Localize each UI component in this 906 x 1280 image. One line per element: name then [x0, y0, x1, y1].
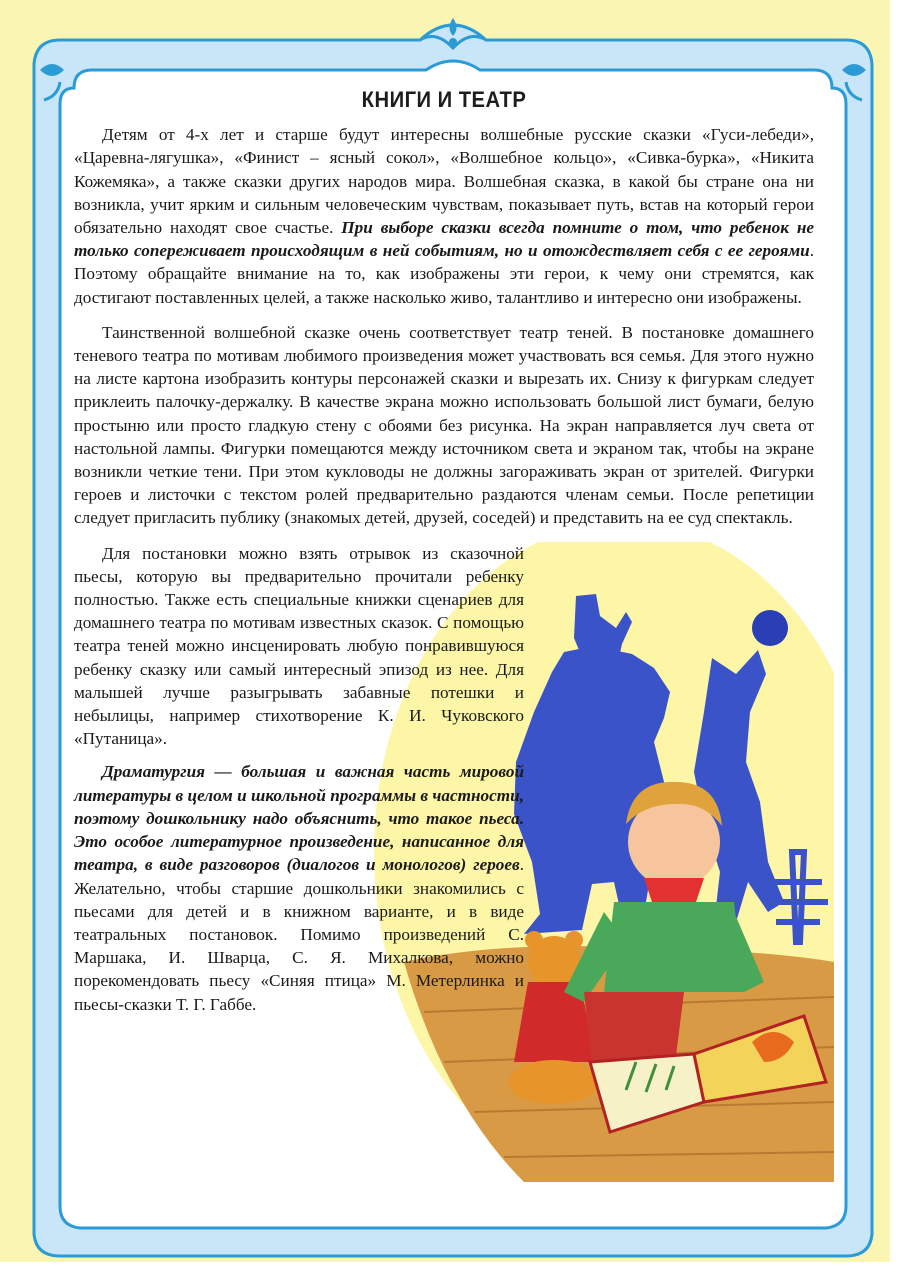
paragraph-dramaturgy [74, 760, 524, 1015]
left-text-column [74, 542, 524, 1026]
paragraph-fairy-tales-text: Детям от 4-х лет и старше будут интересны волшебные русские сказки «Гуси-лебеди», «Царевна-лягушка», «Финист – ясный сокол», «Волшебное кольцо», «Сивка-бурка», «Никита Кожемяка», а также сказки других народов мира. Волшебная сказка, в какой бы стране она ни возникла, учит ярким и сильным человеческим чувствам, показывает путь, встав на который герои обязательно находят свое счастье. [74, 125, 814, 238]
lower-section [74, 542, 814, 1182]
paragraph-fairy-tales [74, 123, 814, 309]
paragraph-fairy-tales-text-end: . Поэтому обращайте внимание на то, как изображены эти герои, к чему они стремятся, как достигают поставленных целей, а также насколько живо, талантливо и интересно они изображены. [74, 241, 814, 307]
paragraph-dramaturgy-text: . Желательно, чтобы старшие дошкольники знакомились с пьесами для детей и в книжном варианте, и в виде театральных постановок. Помимо произведений С. Маршака, И. Шварца, С. Я. Михалкова, можно порекомендовать пьесу «Синяя птица» М. Метерлинка и пьесы-сказки Т. Г. Габбе. [74, 855, 524, 1014]
article [74, 82, 814, 1202]
page-title: КНИГИ И ТЕАТР [361, 87, 527, 112]
paragraph-shadow-theatre: Таинственной волшебной сказке очень соответствует театр теней. В постановке домашнего теневого театра по мотивам любимого произведения может участвовать вся семья. Для этого нужно на листе картона изобразить контуры персонажей сказки и вырезать их. Снизу к фигуркам следует приклеить палочку-держалку. В качестве экрана можно использовать большой лист бумаги, белую простыню или просто гладкую стену с обоями без рисунка. На экран направляется луч света от настольной лампы. Фигурки помещаются между источником света и экраном так, чтобы на экране возникли четкие тени. При этом кукловоды не должны загораживать экран от зрителей. Фигурки героев и листочки с текстом ролей предварительно раздаются членам семьи. После репетиции следует пригласить публику (знакомых детей, друзей, соседей) и представить на ее суд спектакль. [74, 322, 814, 528]
paragraph-play-excerpt: Для постановки можно взять отрывок из сказочной пьесы, которую вы предварительно прочитали ребенку полностью. Также есть специальные книжки сценариев для домашнего театра по мотивам известных сказок. С помощью театра теней можно инсценировать любую понравившуюся ребенку сказку или самый интересный эпизод из нее. Для малышей лучше разыгрывать забавные потешки и небылицы, например стихотворение К. И. Чуковского «Путаница». [74, 543, 524, 749]
paragraph-fairy-tales-emphasis: При выборе сказки всегда помните о том, что ребенок не только сопереживает происходящим в ней событиям, но и отождествляет себя с ее героями [74, 218, 814, 261]
paragraph-dramaturgy-emphasis: Драматургия — большая и важная часть мировой литературы в целом и школьной программы в частности, поэтому дошкольнику надо объяснить, что такое пьеса. Это особое литературное произведение, написанное для театра, в виде разговоров (диалогов и монологов) героев [74, 762, 524, 875]
